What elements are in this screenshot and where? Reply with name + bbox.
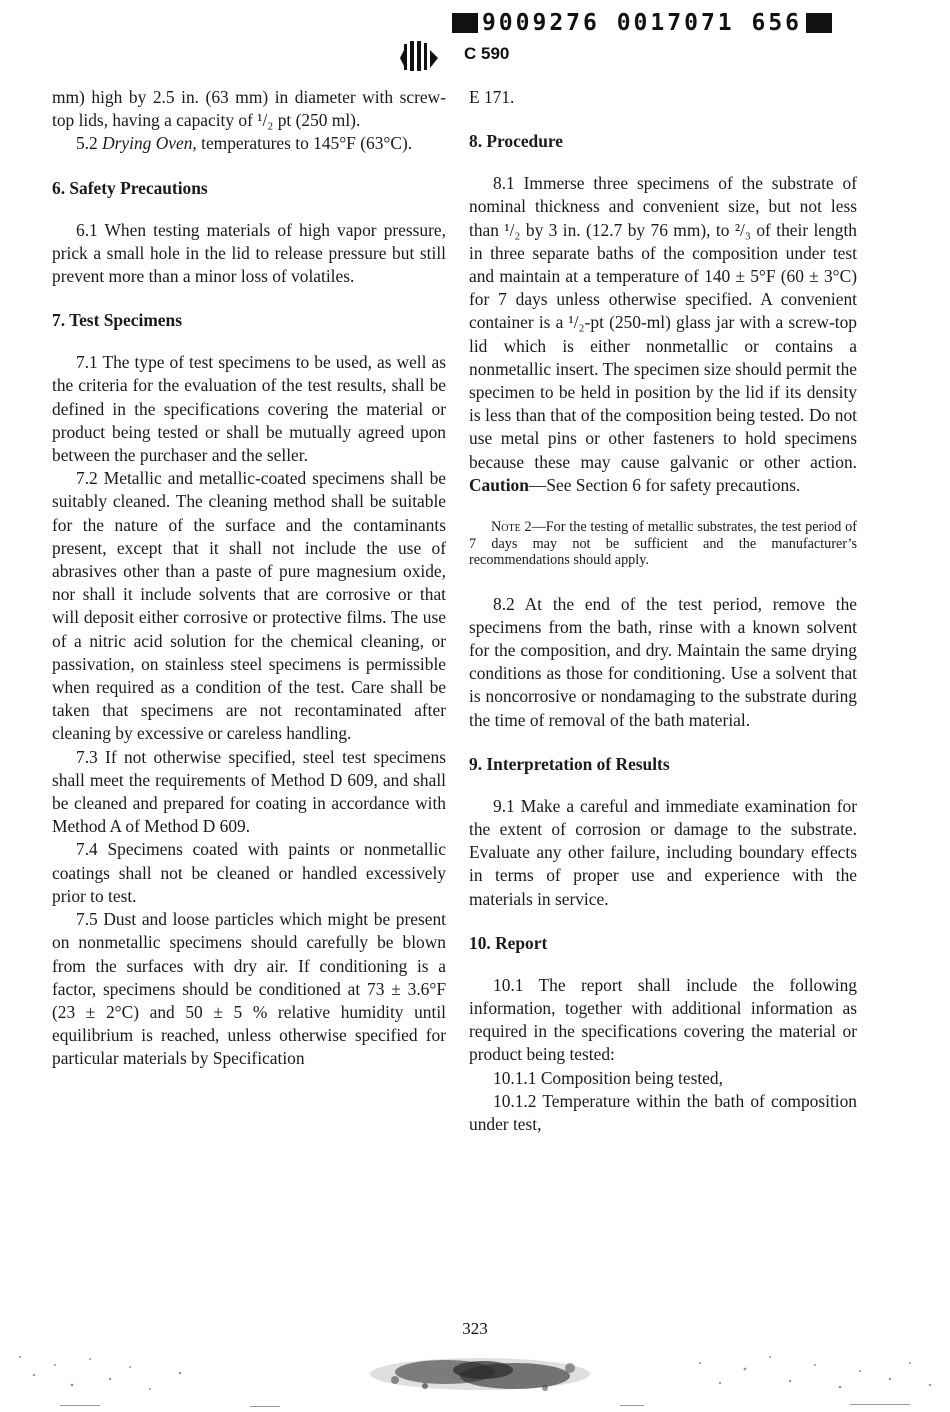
barcode-number: 9009276 0017071 656: [481, 10, 803, 36]
note-2-text: —For the testing of metallic substrates, the test period of 7 days may not be sufficient and the manufacturer’s recommendations should apply.: [469, 519, 858, 569]
section-10-heading: 10. Report: [469, 932, 548, 953]
para-8-2: 8.2 At the end of the test period, remove the specimens from the bath, rinse with a known solvent for the composition, and dry. Maintain the same drying conditions as those for conditioning. Use a solvent that is noncorrosive or nondamaging to the substrate during the time of removal of the bath material.: [469, 593, 857, 730]
header-barcode: [452, 8, 832, 38]
para-8-1-caution-text: —See Section 6 for safety precautions.: [528, 474, 801, 495]
para-7-2: 7.2 Metallic and metallic-coated specimens shall be suitably cleaned. The cleaning method shall be suitable for the nature of the surface and the contaminants present, except that it shall not include the use of abrasives other than a paste of pure magnesium oxide, nor shall it include solvents that are corrosive or that will deposit either corrosive or protective films. The use of a nitric acid solution for the chemical cleaning, or passivation, on stainless steel specimens is permissible when required as a condition of the test. Care shall be taken that specimens are not recontaminated after cleaning by excessive or careless handling.: [52, 468, 446, 744]
barcode-block-right: [806, 13, 832, 33]
para-continued-right: E 171.: [469, 87, 515, 107]
para-7-5: 7.5 Dust and loose particles which might be present on nonmetallic specimens should carefully be blown from the surfaces with dry air. If conditioning is a factor, specimens should be conditioned at 73 ± 3.6°F (23 ± 2°C) and 50 ± 5 % relative humidity until equilibrium is reached, unless otherwise specified for particular materials by Specification: [52, 909, 446, 1069]
standard-designation: C 590: [464, 44, 510, 63]
left-column: [52, 86, 446, 1071]
caution-label: Caution: [469, 474, 529, 495]
section-9-heading: 9. Interpretation of Results: [469, 753, 670, 774]
para-5-2-text: temperatures to 145°F (63°C).: [196, 133, 413, 154]
para-7-1: 7.1 The type of test specimens to be used, as well as the criteria for the evaluation of the test results, shall be defined in the specifications covering the material or product being tested or shall be mutually agreed upon between the purchaser and the seller.: [52, 352, 446, 466]
para-10-1-2: 10.1.2 Temperature within the bath of composition under test,: [469, 1090, 857, 1134]
note-2-label: Note 2: [491, 519, 532, 536]
right-column: [469, 86, 857, 1136]
section-6-heading: 6. Safety Precautions: [52, 177, 208, 198]
page-number: 323: [462, 1319, 488, 1338]
para-10-1-1: 10.1.1 Composition being tested,: [493, 1067, 723, 1088]
para-8-1-text: 8.1 Immerse three specimens of the substrate of nominal thickness and convenient size, but not less than ¹/₂ by 3 in. (12.7 by 76 mm), to ²/₃ of their length in three separate baths of the composition under test and maintain at a temperature of 140 ± 5°F (60 ± 3°C) for 7 days unless otherwise specified. A convenient container is a ¹/₂-pt (250-ml) glass jar with a screw-top lid which is either nonmetallic or contains a nonmetallic insert. The specimen size should permit the specimen to be held in position by the lid if its density is less than that of the composition being tested. Do not use metal pins or other fasteners to hold specimens because these may cause galvanic or other action.: [469, 173, 857, 472]
astm-logo-icon: [396, 38, 442, 74]
para-7-4: 7.4 Specimens coated with paints or nonmetallic coatings shall not be cleaned or handled excessively prior to test.: [52, 839, 446, 906]
para-6-1: 6.1 When testing materials of high vapor pressure, prick a small hole in the lid to release pressure but still prevent more than a minor loss of volatiles.: [52, 219, 446, 287]
section-7-heading: 7. Test Specimens: [52, 310, 182, 331]
para-8-1: [469, 172, 857, 497]
scan-noise-icon: [0, 1345, 950, 1412]
para-5-2-number: 5.2: [76, 133, 98, 154]
para-7-3: 7.3 If not otherwise specified, steel test specimens shall meet the requirements of Method D 609, and shall be cleaned and prepared for coating in accordance with Method A of Method D 609.: [52, 746, 446, 837]
barcode-block-left: [452, 13, 478, 33]
para-9-1: 9.1 Make a careful and immediate examination for the extent of corrosion or damage to the substrate. Evaluate any other failure, including boundary effects in terms of proper use and experience with the materials in service.: [469, 795, 857, 909]
note-2: [469, 519, 857, 569]
para-5-2-term: Drying Oven,: [102, 133, 197, 154]
para-10-1: 10.1 The report shall include the following information, together with additional information as required in the specifications covering the material or product being tested:: [469, 974, 857, 1065]
para-5-2: [52, 132, 446, 155]
section-8-heading: 8. Procedure: [469, 131, 564, 152]
para-continued: mm) high by 2.5 in. (63 mm) in diameter with screw-top lids, having a capacity of ¹/₂ pt (250 ml).: [52, 87, 446, 131]
